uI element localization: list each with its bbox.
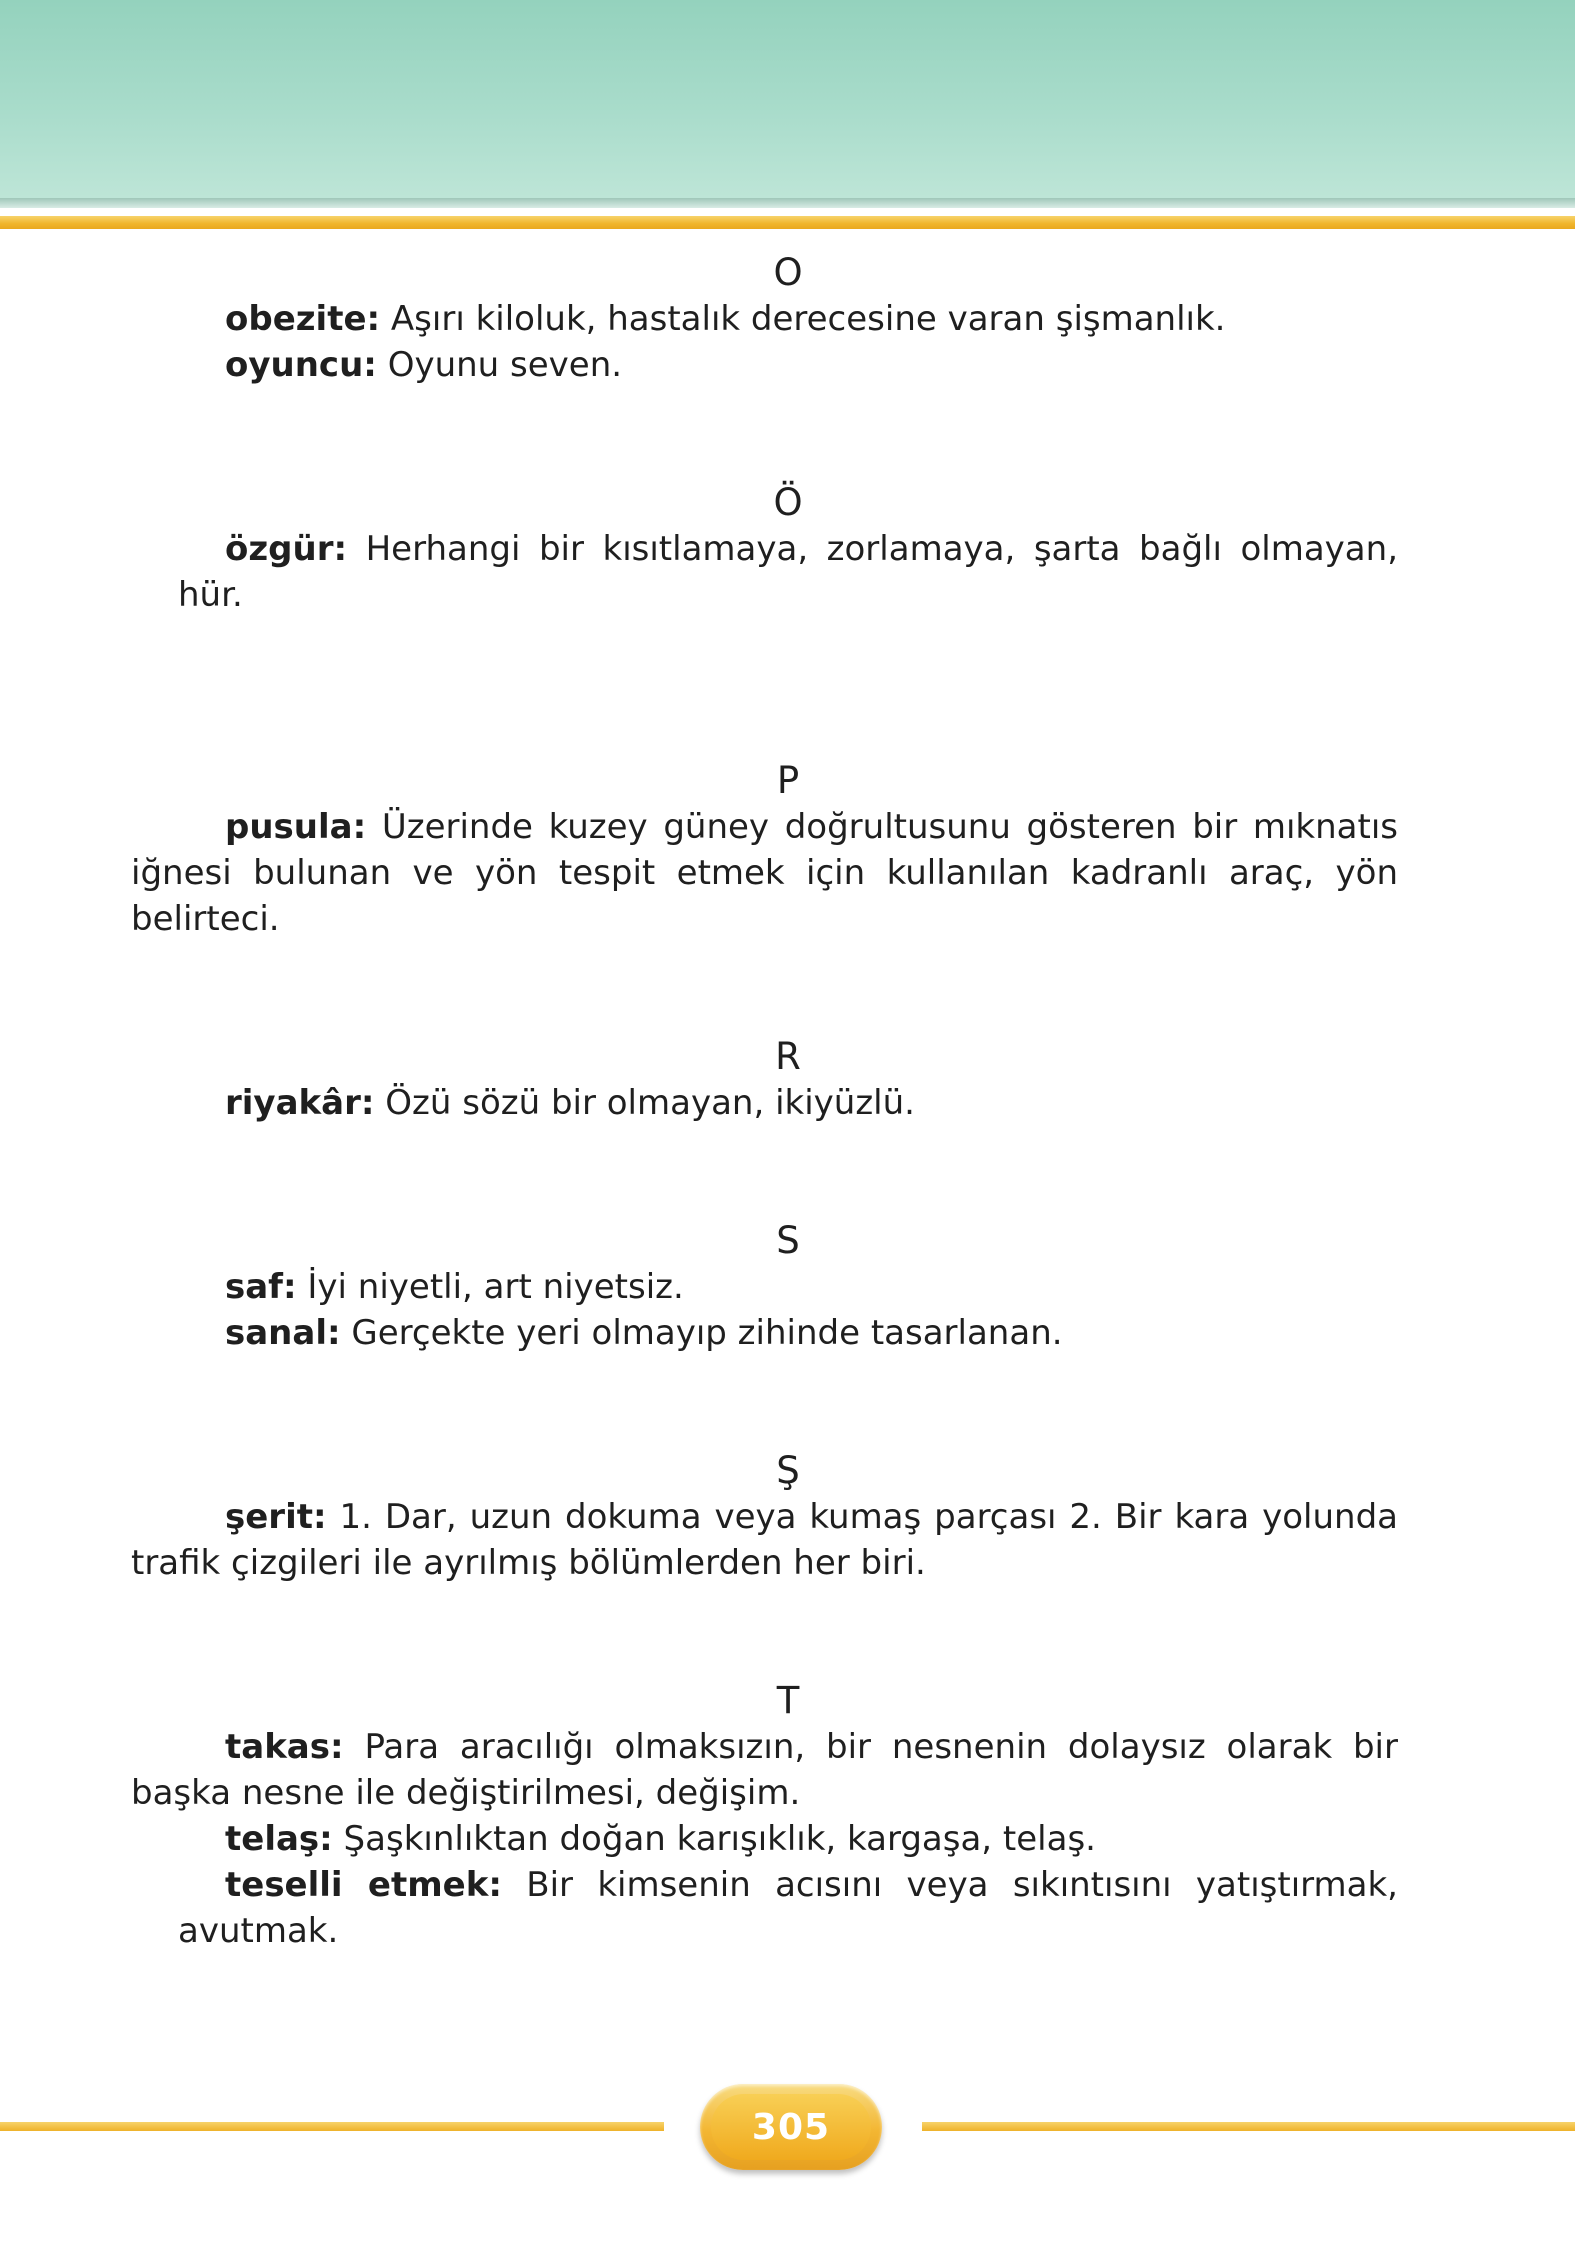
entry-term: teselli etmek: (225, 1865, 502, 1905)
footer-rule-left (0, 2122, 664, 2131)
glossary-section-s (178, 1218, 1398, 1356)
page-number-badge (700, 2084, 882, 2170)
glossary-section-p (131, 758, 1398, 942)
section-letter: S (776, 1219, 800, 1262)
header-band-shadow (0, 198, 1575, 208)
glossary-content (131, 250, 1398, 1954)
entry-definition: 1. Dar, uzun dokuma veya kumaş parçası 2. Bir kara yolunda trafik çizgileri ile ayrılmış bölümlerden her biri. (131, 1497, 1398, 1583)
glossary-entry (178, 1310, 1398, 1356)
entry-term: özgür: (225, 529, 348, 569)
entry-definition: Aşırı kiloluk, hastalık derecesine varan şişmanlık. (380, 299, 1226, 339)
glossary-entry (178, 1862, 1398, 1954)
entry-definition: Herhangi bir kısıtlamaya, zorlamaya, şarta bağlı olmayan, hür. (178, 529, 1398, 615)
glossary-entry (178, 1080, 1398, 1126)
entry-definition: Üzerinde kuzey güney doğrultusunu gösteren bir mıknatıs iğnesi bulunan ve yön tespit etmek için kullanılan kadranlı araç, yön belirteci. (131, 807, 1398, 939)
entry-definition: Bir kimsenin acısını veya sıkıntısını yatıştırmak, avutmak. (178, 1865, 1398, 1951)
entry-term: sanal: (225, 1313, 341, 1353)
glossary-section-o (178, 250, 1398, 388)
section-letter: T (776, 1679, 800, 1722)
entry-definition: Gerçekte yeri olmayıp zihinde tasarlanan. (340, 1313, 1063, 1353)
glossary-entry (131, 1494, 1398, 1586)
entry-term: saf: (225, 1267, 297, 1307)
entry-definition: İyi niyetli, art niyetsiz. (296, 1267, 684, 1307)
section-letter: Ö (773, 481, 803, 524)
glossary-entry (178, 526, 1398, 618)
page-number: 305 (711, 2094, 871, 2160)
footer-rule-right (922, 2122, 1575, 2131)
glossary-entry (131, 1724, 1398, 1816)
entry-term: obezite: (225, 299, 381, 339)
glossary-section-sh (131, 1448, 1398, 1586)
section-letter: O (773, 251, 803, 294)
entry-term: pusula: (225, 807, 367, 847)
entry-definition: Özü sözü bir olmayan, ikiyüzlü. (374, 1083, 915, 1123)
header-divider-gold (0, 216, 1575, 229)
section-letter: Ş (776, 1449, 800, 1492)
glossary-section-t (131, 1678, 1398, 1954)
glossary-entry (178, 1264, 1398, 1310)
glossary-entry (178, 296, 1398, 342)
glossary-section-oe (178, 480, 1398, 618)
entry-term: telaş: (225, 1819, 333, 1859)
glossary-section-r (178, 1034, 1398, 1126)
entry-definition: Şaşkınlıktan doğan karışıklık, kargaşa, telaş. (332, 1819, 1096, 1859)
section-letter: P (776, 759, 800, 802)
entry-term: riyakâr: (225, 1083, 375, 1123)
entry-term: oyuncu: (225, 345, 377, 385)
glossary-entry (131, 804, 1398, 942)
entry-definition: Oyunu seven. (376, 345, 623, 385)
glossary-entry (178, 1816, 1398, 1862)
section-letter: R (775, 1035, 801, 1078)
header-divider-white (0, 208, 1575, 214)
entry-term: şerit: (225, 1497, 327, 1537)
glossary-entry (178, 342, 1398, 388)
header-band (0, 0, 1575, 205)
entry-term: takas: (225, 1727, 344, 1767)
entry-definition: Para aracılığı olmaksızın, bir nesnenin dolaysız olarak bir başka nesne ile değiştirilmesi, değişim. (131, 1727, 1398, 1813)
